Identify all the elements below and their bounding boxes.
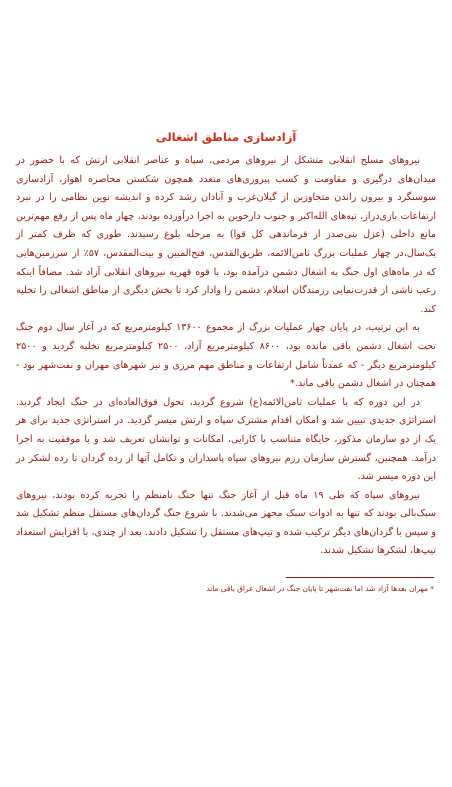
body-paragraph: به این ترتیب، در پایان چهار عملیات بزرگ از مجموع ۱۳۶۰۰ کیلومترمربع که در آغاز سال دوم جنگ تحت اشغال دشمن باقی مانده بود، ۸۶۰۰ کیلومترمربع آزاد، ۲۵۰۰ کیلومترمربع تخلیه گردید و ۲۵۰۰ کیلومترمربع دیگر - که عمدتاً شامل ارتفاعات و مناطق مهم مرزی و نیز شهرهای مهران و نفت‌شهر بود - همچنان در اشغال دشمن باقی ماند.* — [16, 322, 436, 390]
body-paragraph: نیروهای سپاه که طی ۱۹ ماه قبل از آغاز جنگ تنها جنگ نامنظم را تجربه کرده بودند، نیروهای سبک‌بالی بودند که تنها به ادوات سبک مجهز می‌شدند. با شروع جنگ گردان‌های مستقل منظم تشکیل شد و سپس با گردان‌های دیگر ترکیب شده و تیپ‌های مستقل را تشکیل دادند. بعد از چندی، با افزایش استعداد تیپ‌ها، لشکرها تشکیل شدند. — [16, 489, 436, 557]
document-page — [16, 118, 436, 596]
footnote: * مهران بعدها آزاد شد اما نفت‌شهر تا پایان جنگ در اشغال عراق باقی ماند — [206, 584, 434, 594]
footnote-divider — [286, 577, 434, 578]
section-title: آزادسازی مناطق اشغالی — [155, 130, 297, 144]
body-paragraph: نیروهای مسلح انقلابی متشکل از نیروهای مردمی، سپاه و عناصر انقلابی ارتش که با حضور در میدان‌های درگیری و مقاومت و کسب پیروزی‌های متعدد همچون شکستن محاصره اهواز، آزادسازی سوسنگرد و بیرون راندن متجاوزین از گیلان‌غرب و آبادان رشد کرده و اندیشه نوین نظامی را در نبرد ارتفاعات بازی‌دراز، تپه‌های الله‌اکبر و جنوب دارخوین به اجرا درآورده بودند، چهار ماه پس از رفع مهم‌ترین مانع داخلی (عزل بنی‌صدر از فرماندهی کل قوا) به مرحله بلوغ رسیدند. طوری که ظرف کمتر از یک‌سال،در چهار عملیات بزرگ ثامن‌الائمه، طریق‌القدس، فتح‌المبین و بیت‌المقدس، ۵۷٪ از سرزمین‌هایی که در ماه‌های اول جنگ به اشغال دشمن درآمده بود، با قوه قهریه نیروهای انقلابی آزاد شد. مضافاً اینکه رعب ناشی از قدرت‌نمایی رزمندگان اسلام، دشمن را وادار کرد تا بخش دیگری از مناطق اشغالی را تخلیه کند. — [16, 155, 436, 315]
body-paragraph: در این دوره که با عملیات ثامن‌الائمه(ع) شروع گردید، تحول فوق‌العاده‌ای در جنگ ایجاد گردید. استراتژی جدیدی تبیین شد و امکان اقدام مشترک سپاه و ارتش میسر گردید. در استراتژی جدید برای هر یک از دو سازمان مذکور، جایگاه متناسب با کارایی، امکانات و توانشان تعریف شد و با موفقیت به اجرا درآمد. همچنین، گسترش سازمان رزم نیروهای سپاه پاسداران و تکامل آنها از رده گردان تا رده لشکر در این دوره میسر شد. — [16, 396, 436, 483]
